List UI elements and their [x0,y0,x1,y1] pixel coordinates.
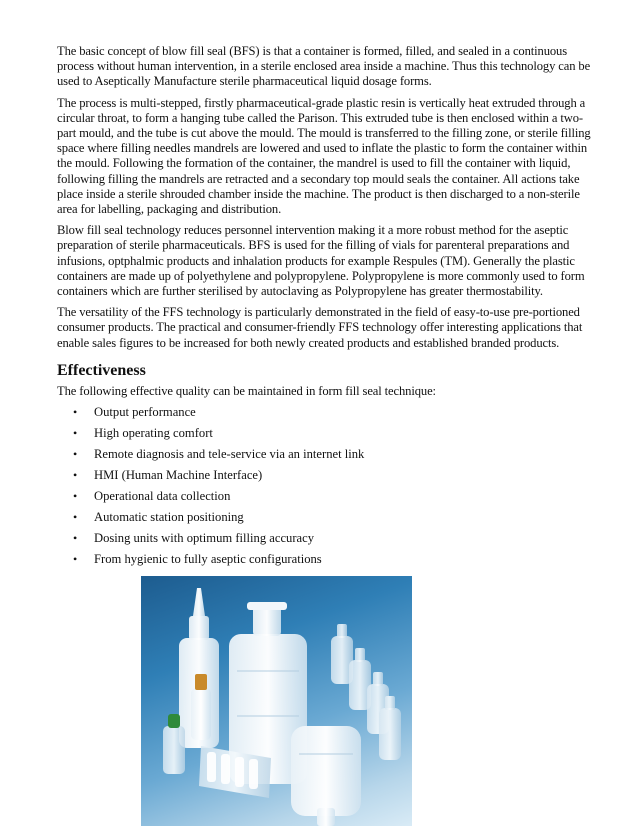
plastic-containers-illustration [141,576,412,826]
document-body [57,44,593,573]
list-item-text: From hygienic to fully aseptic configurations [94,552,322,567]
bullet-icon: • [73,405,78,420]
effectiveness-list [57,405,593,573]
bullet-icon: • [73,468,78,483]
paragraph-bfs-benefits: Blow fill seal technology reduces personnel intervention making it a more robust method for the aseptic preparation of sterile pharmaceuticals. BFS is used for the filling of vials for parenteral preparations and infusions, optphalmic products and inhalation products for example Respules (TM). Generally the plastic containers are made up of polyethylene and polypropylene. Polypropylene is more commonly used to form containers which are further sterilised by autoclaving as Polypropylene has greater thermostability. [57,223,585,299]
bullet-icon: • [73,510,78,525]
paragraph-bfs-concept: The basic concept of blow fill seal (BFS) is that a container is formed, filled, and sealed in a continuous process without human intervention, in a sterile enclosed area inside a machine. Thus this technology can be used to Aseptically Manufacture sterile pharmaceutical liquid dosage forms. [57,44,591,89]
list-item-text: High operating comfort [94,426,213,441]
list-item [57,552,593,573]
bfs-containers-photo [141,576,412,826]
list-item-text: Output performance [94,405,196,420]
effectiveness-intro: The following effective quality can be maintained in form fill seal technique: [57,383,436,398]
bullet-icon: • [73,552,78,567]
infusion-container [291,726,361,826]
paragraph-process: The process is multi-stepped, firstly pharmaceutical-grade plastic resin is vertically heat extruded through a circular throat, to form a hanging tube called the Parison. This extruded tube is then enclosed within a two-part mould, and the tube is cut above the mould. The mould is transferred to the filling zone, or sterile filling space where filling needles mandrels are lowered and used to inflate the plastic to form the container within the mould. Following the formation of the container, the mandrel is used to fill the container with liquid, following filling the mandrels are retracted and a secondary top mould seals the container. All actions take place inside a sterile shrouded chamber inside the machine. The product is then discharged to a non-sterile area for labelling, packaging and distribution. [57,95,591,217]
effectiveness-heading: Effectiveness [57,361,146,379]
list-item-text: Dosing units with optimum filling accuracy [94,531,315,546]
bullet-icon: • [73,426,78,441]
list-item [57,447,593,468]
list-item [57,405,593,426]
list-item-text: Automatic station positioning [94,510,244,525]
list-item [57,531,593,552]
list-item [57,468,593,489]
list-item [57,510,593,531]
list-item-text: Remote diagnosis and tele-service via an internet link [94,447,365,462]
bullet-icon: • [73,447,78,462]
list-item [57,426,593,447]
list-item [57,489,593,510]
bullet-icon: • [73,531,78,546]
paragraph-ffs-versatility: The versatility of the FFS technology is particularly demonstrated in the field of easy-to-use pre-portioned consumer products. The practical and consumer-friendly FFS technology offer interesting applications that enable sales figures to be increased for both newly created products and established branded products. [57,305,583,350]
bullet-icon: • [73,489,78,504]
list-item-text: Operational data collection [94,489,231,504]
list-item-text: HMI (Human Machine Interface) [94,468,263,483]
